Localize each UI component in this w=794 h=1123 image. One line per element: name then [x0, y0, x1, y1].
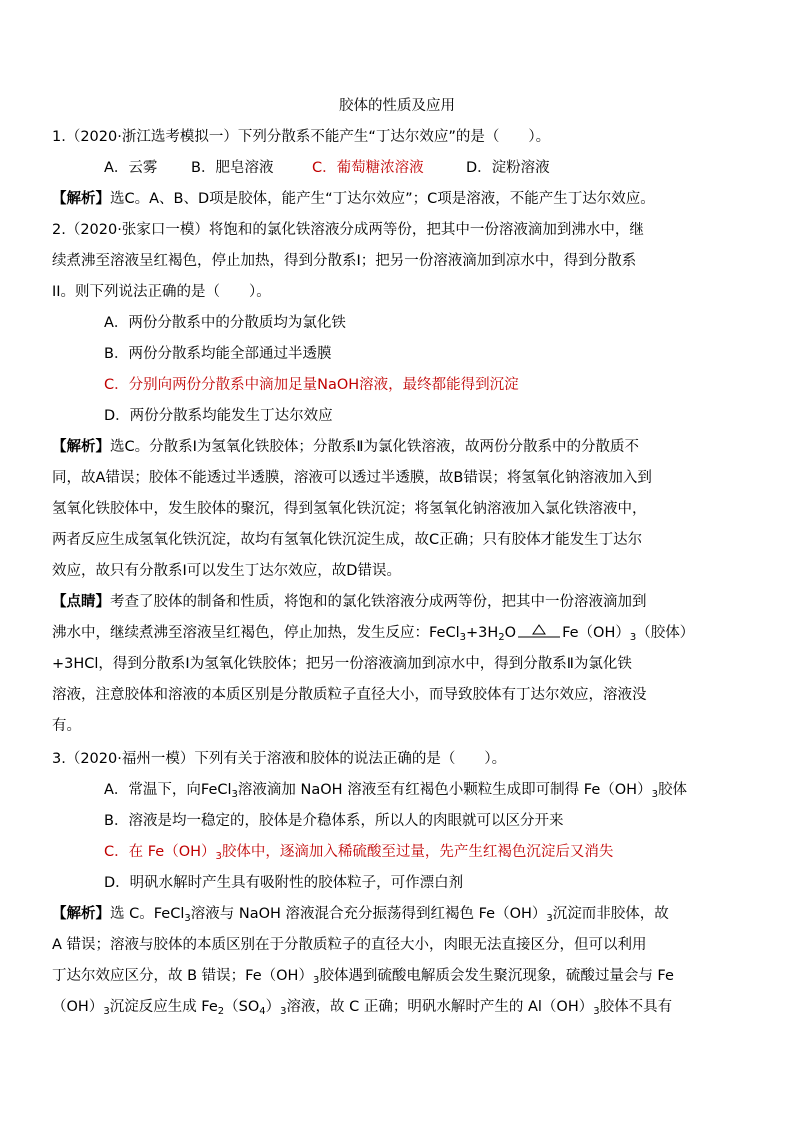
- q2-note-line1: [52, 592, 647, 612]
- analysis-tag: 【解析】: [52, 191, 110, 207]
- analysis-text: 选 C。FeCl: [110, 906, 185, 922]
- subscript: 2: [217, 1006, 225, 1017]
- q3-analysis-line4: [52, 997, 672, 1017]
- q3-analysis-line3: [52, 966, 674, 986]
- subscript: 3: [593, 1006, 600, 1017]
- analysis-text: ）: [265, 999, 281, 1015]
- q1-option-a: A．云雾: [104, 160, 158, 176]
- equation-text: 沸水中，继续煮沸至溶液呈红褐色，停止加热，发生反应：FeCl: [52, 625, 460, 641]
- q1-stem: 1.（2020·浙江选考模拟一）下列分散系不能产生“丁达尔效应”的是（ ）。: [52, 129, 551, 145]
- subscript: 3: [459, 632, 466, 643]
- q3-option-b: B．溶液是均一稳定的，胶体是介稳体系，所以人的肉眼就可以区分开来: [104, 813, 564, 829]
- option-text: C．在 Fe（OH）: [104, 844, 216, 860]
- subscript: 3: [184, 913, 191, 924]
- equation-text: Fe（OH）: [562, 625, 630, 641]
- q2-option-a: A．两份分散系中的分散质均为氯化铁: [104, 315, 346, 331]
- q2-stem-line2: 续煮沸至溶液呈红褐色，停止加热，得到分散系I；把另一份溶液滴加到凉水中，得到分散系: [52, 253, 637, 269]
- q3-analysis-line2: A 错误；溶液与胶体的本质区别在于分散质粒子的直径大小，肉眼无法直接区分，但可以利用: [52, 937, 647, 953]
- option-text: 溶液滴加 NaOH 溶液至有红褐色小颗粒生成即可制得 Fe（OH）: [237, 782, 652, 798]
- q1-option-b: B．肥皂溶液: [191, 160, 274, 176]
- q1-option-d: D．淀粉溶液: [466, 160, 550, 176]
- q3-option-d: D．明矾水解时产生具有吸附性的胶体粒子，可作漂白剂: [104, 875, 464, 891]
- subscript: 3: [546, 913, 553, 924]
- q2-note-line5: 有。: [52, 718, 81, 734]
- analysis-text: 沉淀反应生成 Fe: [109, 999, 218, 1015]
- q2-note-line3: +3HCl，得到分散系Ⅰ为氢氧化铁胶体；把另一份溶液滴加到凉水中，得到分散系Ⅱ为氯化铁: [52, 656, 632, 672]
- analysis-text: 丁达尔效应区分，故 B 错误；Fe（OH）: [52, 968, 313, 984]
- q3-option-c: [104, 842, 613, 862]
- analysis-text: 胶体遇到硫酸电解质会发生聚沉现象，硫酸过量会与 Fe: [319, 968, 674, 984]
- analysis-text: 胶体不具有: [599, 999, 673, 1015]
- subscript: 3: [215, 851, 222, 862]
- subscript: 3: [651, 789, 658, 800]
- q1-option-c: C．葡萄糖浓溶液: [312, 160, 424, 176]
- q1-analysis-text: 选C。A、B、D项是胶体，能产生“丁达尔效应”；C项是溶液，不能产生丁达尔效应。: [110, 191, 655, 207]
- q2-option-d: D．两份分散系均能发生丁达尔效应: [104, 408, 333, 424]
- subscript: 4: [259, 1006, 266, 1017]
- q3-analysis-line1: [52, 904, 669, 924]
- q3-option-a: [104, 780, 687, 800]
- q3-stem: 3.（2020·福州一模）下列有关于溶液和胶体的说法正确的是（ ）。: [52, 751, 507, 767]
- analysis-tag: 【解析】: [52, 439, 110, 455]
- q2-option-c: C．分别向两份分散系中滴加足量NaOH溶液，最终都能得到沉淀: [104, 377, 519, 393]
- analysis-text: （OH）: [52, 999, 104, 1015]
- option-text: 胶体: [657, 782, 687, 798]
- q2-analysis-line3: 氢氧化铁胶体中，发生胶体的聚沉，得到氢氧化铁沉淀；将氢氧化钠溶液加入氯化铁溶液中，: [52, 501, 647, 517]
- analysis-tag: 【解析】: [52, 906, 110, 922]
- subscript: 2: [498, 632, 505, 643]
- option-text: A．常温下，向FeCl: [104, 782, 232, 798]
- q2-note-line2: [52, 623, 694, 643]
- q2-stem-line3: II。则下列说法正确的是（ ）。: [52, 284, 271, 300]
- q2-analysis-line5: 效应，故只有分散系I可以发生丁达尔效应，故D错误。: [52, 563, 401, 579]
- analysis-text: 溶液，故 C 正确；明矾水解时产生的 Al（OH）: [286, 999, 594, 1015]
- heating-arrow: [516, 623, 562, 643]
- subscript: 3: [312, 975, 320, 986]
- page-title: 胶体的性质及应用: [339, 98, 455, 114]
- q2-analysis-line1: [52, 437, 639, 457]
- q2-note-line4: 溶液，注意胶体和溶液的本质区别是分散质粒子直径大小，而导致胶体有丁达尔效应，溶液没: [52, 687, 647, 703]
- q2-stem-line1: 2.（2020·张家口一模）将饱和的氯化铁溶液分成两等份，把其中一份溶液滴加到沸水中，继: [52, 222, 644, 238]
- q2-analysis-line4: 两者反应生成氢氧化铁沉淀，故均有氢氧化铁沉淀生成，故C正确；只有胶体才能发生丁达尔: [52, 532, 643, 548]
- q2-option-b: B．两份分散系均能全部通过半透膜: [104, 346, 332, 362]
- q2-analysis-text: 选C。分散系Ⅰ为氢氧化铁胶体；分散系Ⅱ为氯化铁溶液，故两份分散系中的分散质不: [110, 439, 640, 455]
- equation-text: O: [504, 625, 517, 641]
- subscript: 3: [231, 789, 238, 800]
- analysis-text: （SO: [224, 999, 260, 1015]
- analysis-text: 溶液与 NaOH 溶液混合充分振荡得到红褐色 Fe（OH）: [190, 906, 547, 922]
- q2-analysis-line2: 同，故A错误；胶体不能透过半透膜，溶液可以透过半透膜，故B错误；将氢氧化钠溶液加入到: [52, 470, 652, 486]
- analysis-text: 沉淀而非胶体，故: [552, 906, 669, 922]
- equation-text: （胶体）: [636, 625, 695, 641]
- heating-triangle-icon: [516, 623, 562, 639]
- q1-analysis: [52, 189, 655, 209]
- q2-note-text: 考查了胶体的制备和性质，将饱和的氯化铁溶液分成两等份，把其中一份溶液滴加到: [110, 594, 647, 610]
- subscript: 3: [629, 632, 637, 643]
- equation-text: +3H: [466, 625, 499, 641]
- subscript: 3: [103, 1006, 110, 1017]
- subscript: 3: [280, 1006, 287, 1017]
- option-text: 胶体中，逐滴加入稀硫酸至过量，先产生红褐色沉淀后又消失: [221, 844, 614, 860]
- note-tag: 【点睛】: [52, 594, 110, 610]
